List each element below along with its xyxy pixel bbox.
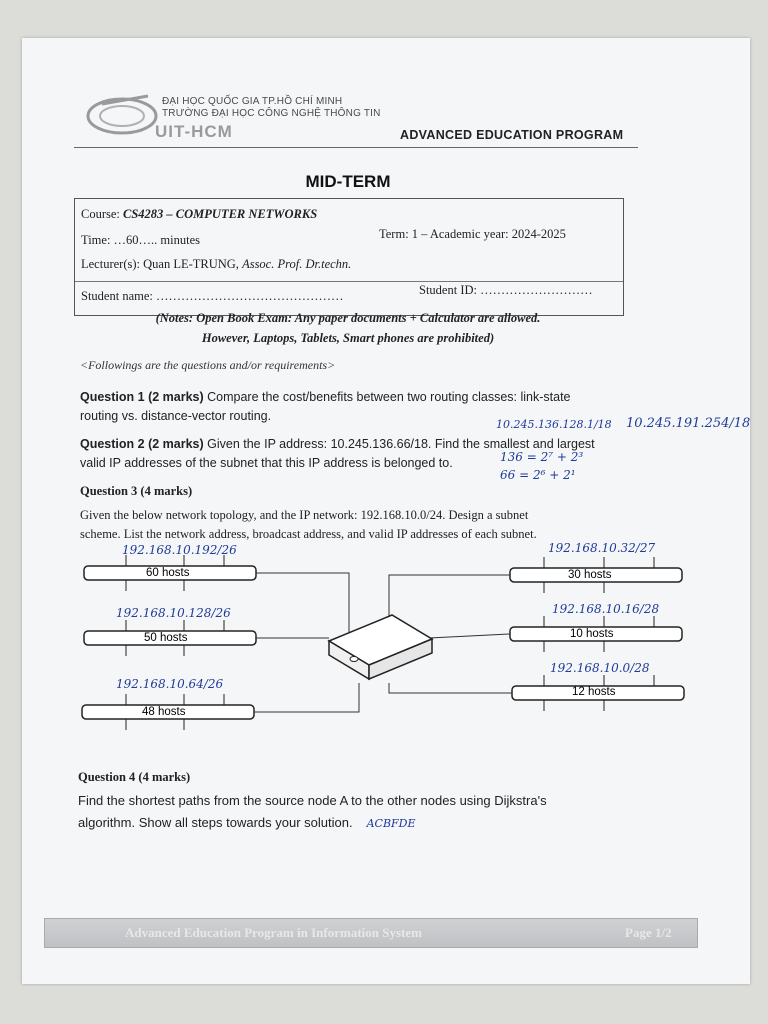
segment-label-30: 30 hosts [568, 569, 612, 581]
segment-label-48: 48 hosts [142, 706, 186, 718]
lecturer-name: Lecturer(s): Quan LE-TRUNG, [81, 257, 239, 271]
question-2-label: Question 2 (2 marks) [80, 437, 204, 451]
student-name-field: Student name: ……………………………………… [81, 289, 344, 303]
exam-notes [74, 308, 622, 348]
university-line-2: TRƯỜNG ĐẠI HỌC CÔNG NGHỆ THÔNG TIN [162, 108, 381, 119]
handwritten-subnet-60: 192.168.10.192/26 [122, 543, 237, 557]
university-name [162, 96, 381, 120]
handwritten-q2-last: 10.245.191.254/18 [626, 416, 750, 431]
time-line: Time: …60….. minutes [81, 233, 200, 247]
exam-title: MID-TERM [305, 172, 391, 191]
header-divider [74, 147, 638, 148]
question-4-text-2: algorithm. Show all steps towards your solution. [78, 815, 353, 830]
handwritten-subnet-30: 192.168.10.32/27 [548, 541, 656, 555]
course-label: Course: [81, 207, 120, 221]
handwritten-subnet-10: 192.168.10.16/28 [552, 602, 660, 616]
handwritten-q2-calc-1: 136 = 2⁷ + 2³ [500, 450, 584, 464]
logo-text: UIT-HCM [155, 122, 233, 141]
handwritten-subnet-48: 192.168.10.64/26 [116, 677, 224, 691]
segment-label-12: 12 hosts [572, 686, 616, 698]
router-icon [329, 615, 432, 679]
question-1-label: Question 1 (2 marks) [80, 390, 204, 404]
page-number: Page 1/2 [625, 925, 672, 940]
footer-text: Advanced Education Program in Information System [125, 925, 422, 940]
lecturer-line [81, 257, 351, 272]
term-line: Term: 1 – Academic year: 2024-2025 [379, 227, 566, 241]
exam-page [22, 38, 750, 984]
lecturer-title: Assoc. Prof. Dr.techn. [242, 257, 352, 271]
handwritten-q4-answer: ACBFDE [366, 817, 416, 830]
notes-line-1: (Notes: Open Book Exam: Any paper documents + Calculator are allowed. [155, 311, 541, 325]
question-3-text: Given the below network topology, and the IP network: 192.168.10.0/24. Design a subnet [80, 508, 529, 522]
question-3-label: Question 3 (4 marks) [80, 484, 193, 498]
notes-line-2: However, Laptops, Tablets, Smart phones are prohibited) [201, 331, 495, 345]
course-value: CS4283 – COMPUTER NETWORKS [123, 207, 318, 221]
segment-label-60: 60 hosts [146, 567, 190, 579]
question-2-text-2: valid IP addresses of the subnet that this IP address is belonged to. [80, 456, 453, 470]
handwritten-subnet-50: 192.168.10.128/26 [116, 606, 231, 620]
question-4 [78, 790, 678, 835]
handwritten-subnet-12: 192.168.10.0/28 [550, 661, 650, 675]
university-line-1: ĐẠI HỌC QUỐC GIA TP.HỒ CHÍ MINH [162, 96, 343, 107]
question-1-text-2: routing vs. distance-vector routing. [80, 409, 272, 423]
course-info-box [74, 198, 624, 316]
segment-label-10: 10 hosts [570, 628, 614, 640]
course-line [81, 207, 317, 222]
segment-label-50: 50 hosts [144, 632, 188, 644]
handwritten-q2-first: 10.245.136.128.1/18 [496, 418, 612, 431]
info-divider [75, 281, 623, 282]
question-4-text: Find the shortest paths from the source node A to the other nodes using Dijkstra's [78, 793, 547, 808]
followings-note: <Followings are the questions and/or requirements> [80, 358, 336, 372]
program-name: ADVANCED EDUCATION PROGRAM [400, 128, 624, 142]
question-3-text-2: scheme. List the network address, broadcast address, and valid IP addresses of each subnet. [80, 527, 537, 541]
page-footer [44, 918, 698, 948]
student-id-field: Student ID: ……………………… [419, 283, 593, 297]
question-3 [80, 506, 680, 544]
question-4-label: Question 4 (4 marks) [78, 770, 191, 784]
question-2-text: Given the IP address: 10.245.136.66/18. Find the smallest and largest [203, 437, 595, 451]
question-1-text: Compare the cost/benefits between two routing classes: link-state [203, 390, 571, 404]
uit-logo-icon [82, 90, 162, 138]
handwritten-q2-calc-2: 66 = 2⁶ + 2¹ [500, 468, 576, 482]
